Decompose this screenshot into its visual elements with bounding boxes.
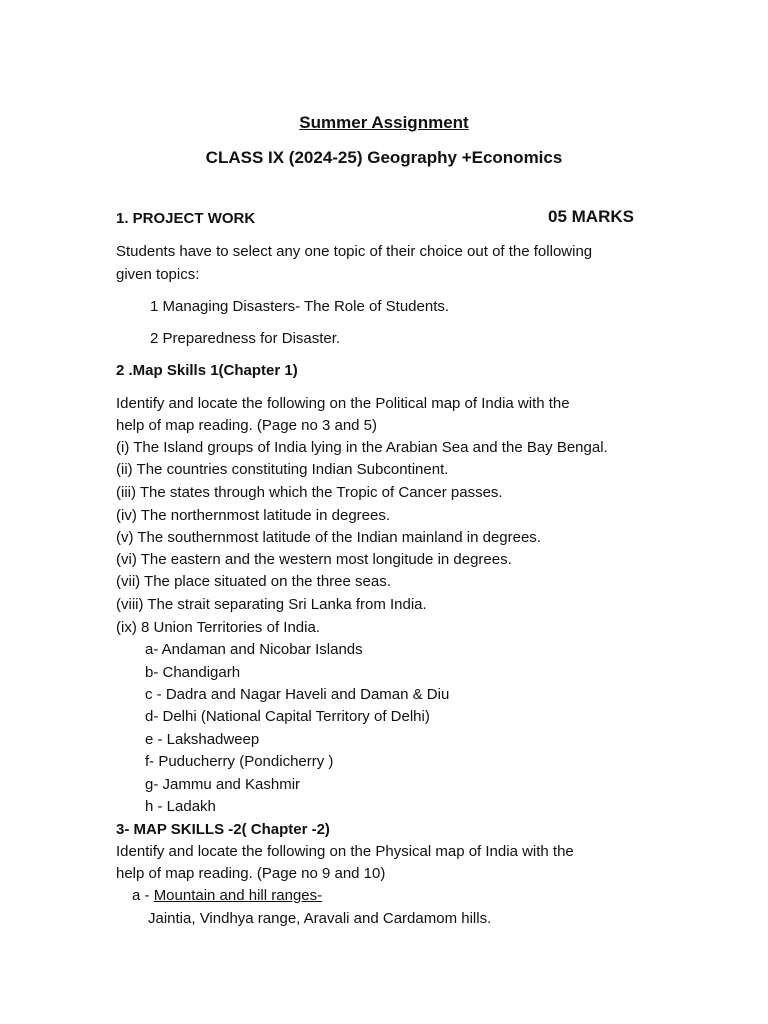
topic-item: 2 Preparedness for Disaster.	[150, 330, 341, 347]
union-territory-item: d- Delhi (National Capital Territory of Delhi)	[145, 708, 430, 725]
map-item: (viii) The strait separating Sri Lanka from India.	[116, 596, 427, 613]
section-3-heading: 3- MAP SKILLS -2( Chapter -2)	[116, 821, 330, 838]
section-3-intro-line-2: help of map reading. (Page no 9 and 10)	[116, 865, 386, 882]
union-territory-item: f- Puducherry (Pondicherry )	[145, 753, 334, 770]
map-item: (v) The southernmost latitude of the Indian mainland in degrees.	[116, 529, 541, 546]
union-territory-item: e - Lakshadweep	[145, 731, 260, 748]
map-item: (iv) The northernmost latitude in degrees.	[116, 507, 391, 524]
document-title: Summer Assignment	[299, 113, 469, 132]
sub-a-items: Jaintia, Vindhya range, Aravali and Cardamom hills.	[148, 910, 492, 927]
map-item: (vi) The eastern and the western most longitude in degrees.	[116, 551, 512, 568]
map-item: (ix) 8 Union Territories of India.	[116, 619, 320, 636]
sub-a-prefix: a -	[132, 887, 154, 904]
document-subtitle: CLASS IX (2024-25) Geography +Economics	[205, 148, 563, 167]
union-territory-item: c - Dadra and Nagar Haveli and Daman & Diu	[145, 686, 450, 703]
map-item: (iii) The states through which the Tropic of Cancer passes.	[116, 484, 503, 501]
section-2-heading: 2 .Map Skills 1(Chapter 1)	[116, 362, 298, 379]
union-territory-item: g- Jammu and Kashmir	[145, 776, 301, 793]
map-item: (vii) The place situated on the three seas.	[116, 573, 391, 590]
section-2-intro-line-2: help of map reading. (Page no 3 and 5)	[116, 417, 378, 434]
section-3-intro-line-1: Identify and locate the following on the Physical map of India with the	[116, 843, 574, 860]
section-1-heading: 1. PROJECT WORK	[116, 210, 256, 227]
section-1-intro-line-2: given topics:	[116, 266, 200, 283]
union-territory-item: a- Andaman and Nicobar Islands	[145, 641, 363, 658]
section-3-sub-a	[132, 885, 322, 908]
union-territory-item: h - Ladakh	[145, 798, 216, 815]
section-1-intro-line-1: Students have to select any one topic of their choice out of the following	[116, 243, 593, 260]
section-2-intro-line-1: Identify and locate the following on the Political map of India with the	[116, 395, 570, 412]
sub-a-label: Mountain and hill ranges-	[153, 887, 323, 904]
union-territory-item: b- Chandigarh	[145, 664, 241, 681]
map-item: (ii) The countries constituting Indian Subcontinent.	[116, 461, 449, 478]
section-1-marks: 05 MARKS	[548, 207, 634, 226]
topic-item: 1 Managing Disasters- The Role of Students.	[150, 298, 450, 315]
map-item: (i) The Island groups of India lying in the Arabian Sea and the Bay Bengal.	[116, 439, 608, 456]
